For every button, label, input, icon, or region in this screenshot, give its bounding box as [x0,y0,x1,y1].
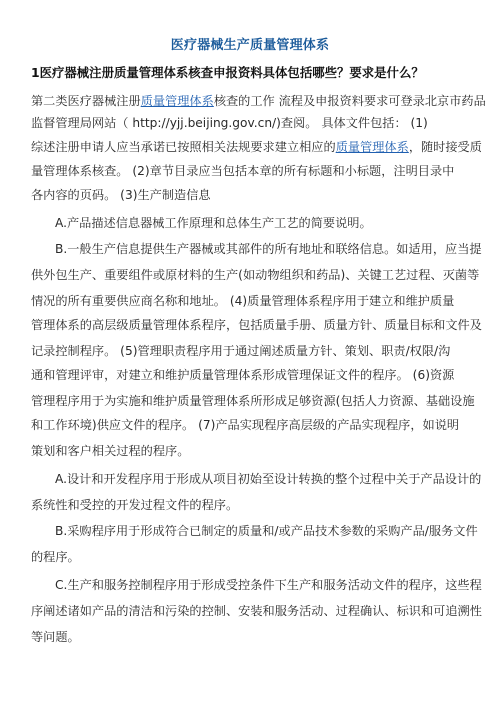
line-text: B.一般生产信息提供生产器械或其部件的所有地址和联络信息。如适用，应当提 [55,242,482,256]
paragraph-line [31,264,480,286]
line-text: 等问题。 [31,630,80,644]
section-heading: 1医疗器械注册质量管理体系核查申报资料具体包括哪些？要求是什么？ [31,65,424,80]
paragraph-line [31,546,471,568]
keyword-link[interactable]: 质量管理体系 [335,140,409,154]
line-text: 策划和客户相关过程的程序。 [31,444,190,458]
paragraph-line [55,238,482,260]
line-text: 管理程序用于为实施和维护质量管理体系所形成足够资源(包括人力资源、基础设施 [31,394,475,408]
paragraph-line [31,600,482,622]
line-text: 各内容的页码。 (3)生产制造信息 [31,188,211,202]
line-text: 序阐述诸如产品的清洁和污染的控制、安装和服务活动、过程确认、标识和可追溯性 [31,604,482,618]
line-text: 情况的所有重要供应商名称和地址。 (4)质量管理体系程序用于建立和维护质量 [31,294,455,308]
line-text: B.采购程序用于形成符合已制定的质量和/或产品技术参数的采购产品/服务文件 [55,524,478,538]
line-text: 量管理体系核查。 (2)章节目录应当包括本章的所有标题和小标题，注明目录中 [31,164,455,178]
line-text: 和工作环境)供应文件的程序。 (7)产品实现程序高层级的产品实现程序，如说明 [31,418,460,432]
paragraph-line [55,520,478,542]
line-text: 监督管理局网站（ http://yjj.beijing.gov.cn/)查阅。 具体文件包括： (1) [31,116,428,130]
paragraph-line [31,364,471,386]
paragraph-line [31,136,482,158]
paragraph-line [31,390,475,412]
paragraph-line [31,90,486,112]
line-text: C.生产和服务控制程序用于形成受控条件下生产和服务活动文件的程序，这些程 [55,578,482,592]
paragraph-line [31,340,471,362]
paragraph-line [55,212,471,234]
line-text: 管理体系的高层级质量管理体系程序，包括质量手册、质量方针、质量目标和文件及 [31,318,482,332]
line-text: A.设计和开发程序用于形成从项目初始至设计转换的整个过程中关于产品设计的 [55,472,482,486]
line-text: ，随时接受质 [408,140,482,154]
paragraph-line [55,468,482,490]
paragraph-line [55,574,482,596]
line-text: 的程序。 [31,550,80,564]
paragraph-line [31,112,471,134]
paragraph-line [31,440,471,462]
paragraph-line [31,290,471,312]
line-text: 供外包生产、重要组件或原材料的生产(如动物组织和药品)、关键工艺过程、灭菌等 [31,268,480,282]
paragraph-line [31,160,471,182]
paragraph-line [31,184,471,206]
line-text: 通和管理评审，对建立和维护质量管理体系形成管理保证文件的程序。 (6)资源 [31,368,455,382]
page-title: 医疗器械生产质量管理体系 [170,38,330,53]
paragraph-line [31,494,471,516]
line-text: 记录控制程序。 (5)管理职责程序用于通过阐述质量方针、策划、职责/权限/沟 [31,344,451,358]
line-text: A.产品描述信息器械工作原理和总体生产工艺的简要说明。 [55,216,372,230]
line-text: 核查的工作 流程及申报资料要求可登录北京市药品 [213,94,486,108]
keyword-link[interactable]: 质量管理体系 [140,94,214,108]
line-text: 第二类医疗器械注册 [31,94,141,108]
line-text: 综述注册申请人应当承诺已按照相关法规要求建立相应的 [31,140,336,154]
line-text: 系统性和受控的开发过程文件的程序。 [31,498,239,512]
paragraph-line [31,626,471,648]
paragraph-line [31,414,471,436]
paragraph-line [31,314,482,336]
